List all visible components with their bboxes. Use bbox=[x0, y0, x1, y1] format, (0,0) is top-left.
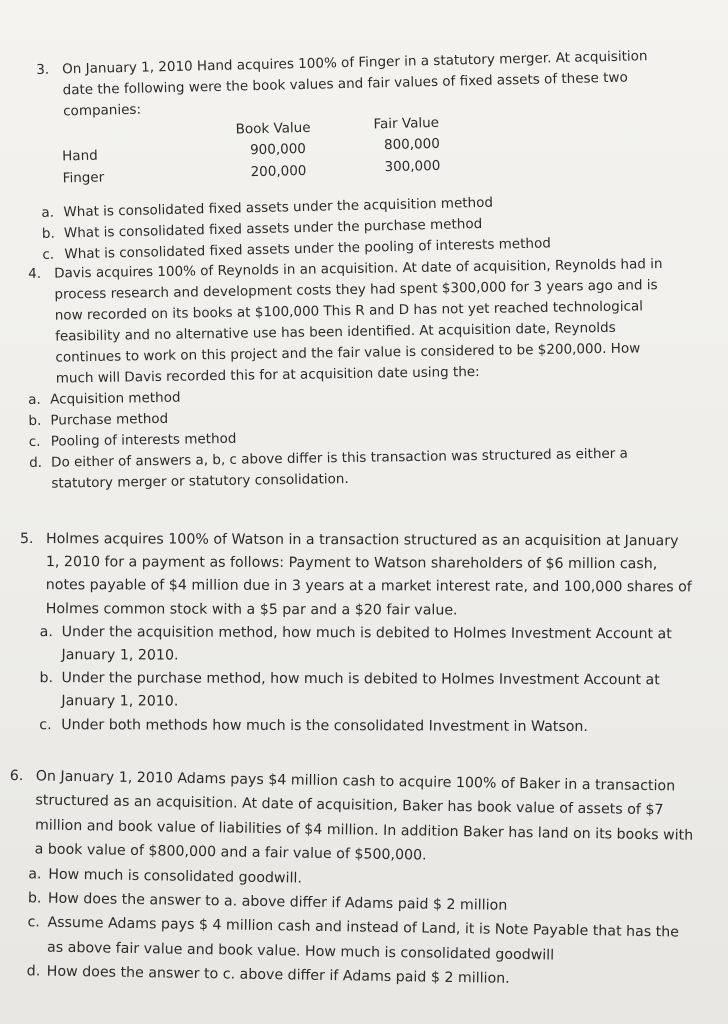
row-company-hand: Hand bbox=[62, 147, 98, 165]
header-book-value: Book Value bbox=[235, 119, 311, 138]
row-fair-value-finger: 300,000 bbox=[384, 157, 441, 176]
part-letter: c. bbox=[28, 433, 41, 451]
part-text: What is consolidated fixed assets under the purchase method bbox=[63, 215, 483, 242]
row-book-value-finger: 200,000 bbox=[250, 162, 307, 181]
question-parts bbox=[39, 621, 691, 739]
part-text: How does the answer to a. above differ if Adams paid $ 2 million bbox=[47, 890, 508, 914]
question-parts bbox=[27, 862, 699, 995]
question-3 bbox=[36, 45, 681, 265]
part-letter: b. bbox=[41, 225, 56, 242]
row-company-finger: Finger bbox=[62, 169, 105, 187]
part-text: What is consolidated fixed assets under the pooling of interests method bbox=[64, 235, 551, 263]
question-6 bbox=[7, 764, 700, 994]
part-letter: a. bbox=[28, 865, 42, 883]
part-letter: c. bbox=[27, 914, 40, 931]
part-text: Under both methods how much is the consolidated Investment in Watson. bbox=[61, 716, 588, 735]
part-letter: d. bbox=[29, 454, 43, 472]
question-5 bbox=[19, 528, 692, 739]
part-a bbox=[40, 621, 692, 670]
question-number: 5. bbox=[19, 531, 34, 548]
part-letter: b. bbox=[28, 412, 42, 430]
part-text: Under the acquisition method, how much is debited to Holmes Investment Account at January 1, 2010. bbox=[61, 623, 672, 664]
part-letter: d. bbox=[26, 963, 41, 980]
part-text: How much is consolidated goodwill. bbox=[48, 866, 303, 887]
values-table bbox=[37, 108, 678, 189]
part-text: Pooling of interests method bbox=[50, 430, 237, 450]
question-4 bbox=[28, 254, 672, 495]
row-fair-value-hand: 800,000 bbox=[383, 135, 441, 154]
part-letter: a. bbox=[41, 204, 55, 221]
part-c bbox=[39, 714, 691, 739]
part-text: How does the answer to c. above differ if Adams paid $ 2 million. bbox=[46, 963, 510, 988]
question-text: On January 1, 2010 Adams pays $4 million cash to acquire 100% of Baker in a transaction structured as an acquisition. At date of acquisition, Baker has book value of assets of $7 million and book value of liabilities of $4 million. In addition Baker has land on its books with a book value of $800,000 and a fair value of $500,000. bbox=[34, 768, 694, 864]
part-letter: c. bbox=[42, 246, 55, 263]
question-number: 3. bbox=[36, 61, 50, 78]
question-text: Holmes acquires 100% of Watson in a transaction structured as an acquisition at January 1, 2010 for a payment as follows: Payment to Watson shareholders of $6 million cash, notes payable of $4 million due in 3 years at a market interest rate, and 100,000 shares of Holmes common stock with a $5 par and a $20 fair value. bbox=[45, 531, 692, 619]
part-text: Acquisition method bbox=[50, 389, 181, 408]
part-b bbox=[39, 667, 691, 716]
question-text: On January 1, 2010 Hand acquires 100% of Finger in a statutory merger. At acquisition date the following were the book values and fair values of fixed assets of these two companies: bbox=[62, 48, 648, 120]
row-book-value-hand: 900,000 bbox=[249, 140, 307, 159]
part-text: Under the purchase method, how much is debited to Holmes Investment Account at January 1, 2010. bbox=[61, 670, 660, 710]
part-text: What is consolidated fixed assets under the acquisition method bbox=[63, 194, 494, 221]
part-d bbox=[29, 443, 672, 495]
question-parts bbox=[28, 380, 672, 495]
part-text: Purchase method bbox=[50, 410, 169, 429]
part-letter: a. bbox=[39, 623, 53, 640]
question-number: 6. bbox=[9, 767, 24, 785]
question-text: Davis acquires 100% of Reynolds in an acquisition. At date of acquisition, Reynolds had in process research and development costs they had spent $300,000 for 3 years ago and is now recorded on its books at $100,000 This R and D has not yet reached technological feasibility and no alternative use has been identified. At acquisition date, Reynolds continues to work on this project and the fair value is considered to be $200,000. How much will Davis recorded this for at acquisition date using the: bbox=[54, 256, 663, 387]
part-text: Assume Adams pays $ 4 million cash and instead of Land, it is Note Payable that has the as above fair value and book value. How much is consolidated goodwill bbox=[46, 915, 680, 964]
part-letter: c. bbox=[39, 716, 52, 733]
part-text: Do either of answers a, b, c above differ is this transaction was structured as either a statutory merger or statutory consolidation. bbox=[50, 445, 628, 492]
header-fair-value: Fair Value bbox=[373, 114, 440, 133]
part-letter: b. bbox=[39, 670, 54, 687]
part-letter: a. bbox=[28, 391, 41, 409]
question-number: 4. bbox=[28, 265, 42, 282]
part-letter: b. bbox=[27, 890, 42, 907]
